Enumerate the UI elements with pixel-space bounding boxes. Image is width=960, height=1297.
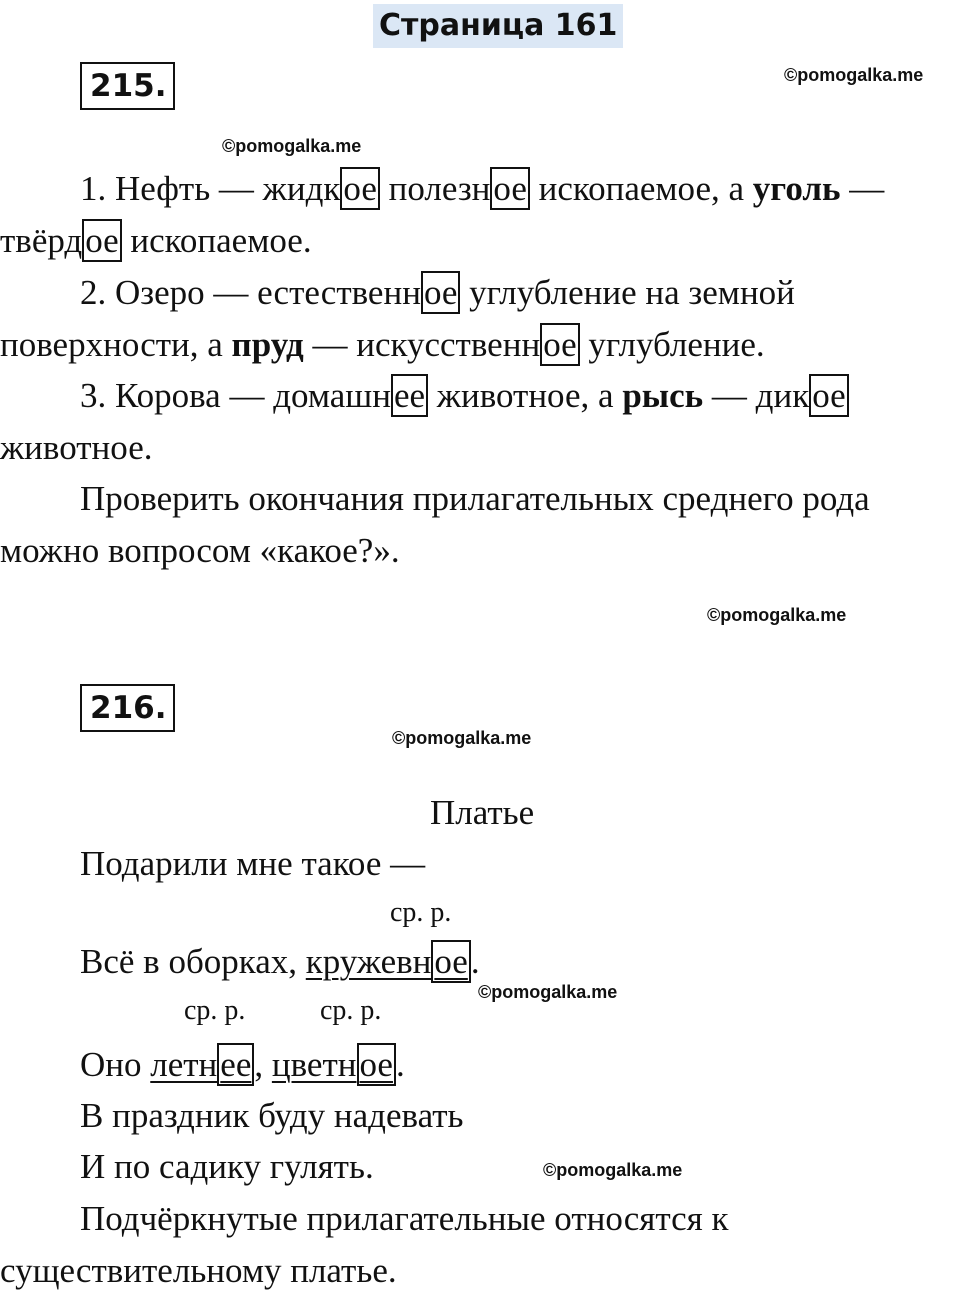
poem-line-2: Всё в оборках, кружевное. — [80, 942, 480, 981]
bold-word: рысь — [622, 376, 704, 415]
sentence-2: 2. Озеро — естественное углубление на земной — [80, 273, 795, 312]
poem-line-3: Оно летнее, цветное. — [80, 1045, 405, 1084]
ending-box: ое — [490, 167, 529, 210]
ending-box: ое — [340, 167, 379, 210]
poem-line-1: Подарили мне такое — — [80, 844, 426, 883]
conclusion-215: Проверить окончания прилагательных среднего рода — [80, 479, 870, 518]
sentence-1-cont: твёрдое ископаемое. — [0, 221, 312, 260]
ending-box: ое — [809, 374, 848, 417]
underlined-adjective: цветное — [272, 1043, 396, 1086]
conclusion-215-cont: можно вопросом «какое?». — [0, 531, 400, 570]
watermark: ©pomogalka.me — [478, 982, 618, 1002]
gram-note: ср. р. — [320, 995, 382, 1026]
page-title: Страница 161 — [373, 4, 623, 48]
ending-box: ое — [82, 219, 121, 262]
poem-line-5: И по садику гулять. — [80, 1147, 374, 1186]
sentence-3: 3. Корова — домашнее животное, а рысь — дикое — [80, 370, 849, 422]
underlined-adjective: кружевное — [306, 940, 471, 983]
ending-box: ое — [421, 271, 460, 314]
exercise-number-215: 215. — [80, 62, 175, 110]
sentence-1: 1. Нефть — жидкое полезное ископаемое, а уголь — — [80, 169, 885, 208]
poem-line-4: В праздник буду надевать — [80, 1096, 464, 1135]
bold-word: уголь — [752, 169, 841, 208]
sentence-2-cont: поверхности, а пруд — искусственное углубление. — [0, 325, 765, 364]
ending-box: ое — [357, 1043, 396, 1086]
ending-box: ее — [217, 1043, 254, 1086]
sentence-3-cont: животное. — [0, 428, 153, 467]
poem-title: Платье — [430, 793, 535, 832]
watermark: ©pomogalka.me — [707, 605, 847, 625]
ending-box: ое — [431, 940, 470, 983]
conclusion-216: Подчёркнутые прилагательные относятся к — [80, 1199, 729, 1238]
exercise-number-value: 216 — [90, 690, 155, 726]
exercise-number-value: 215 — [90, 68, 155, 104]
ending-box: ее — [391, 374, 428, 417]
underlined-adjective: летнее — [150, 1043, 254, 1086]
watermark: ©pomogalka.me — [784, 65, 924, 85]
gram-note: ср. р. — [390, 897, 452, 928]
ending-box: ое — [540, 323, 579, 366]
watermark: ©pomogalka.me — [222, 136, 362, 156]
conclusion-216-cont: существительному платье. — [0, 1251, 397, 1290]
exercise-number-216: 216. — [80, 684, 175, 732]
bold-word: пруд — [231, 325, 304, 364]
watermark: ©pomogalka.me — [543, 1160, 683, 1180]
watermark: ©pomogalka.me — [392, 728, 532, 748]
gram-note: ср. р. — [184, 995, 246, 1026]
